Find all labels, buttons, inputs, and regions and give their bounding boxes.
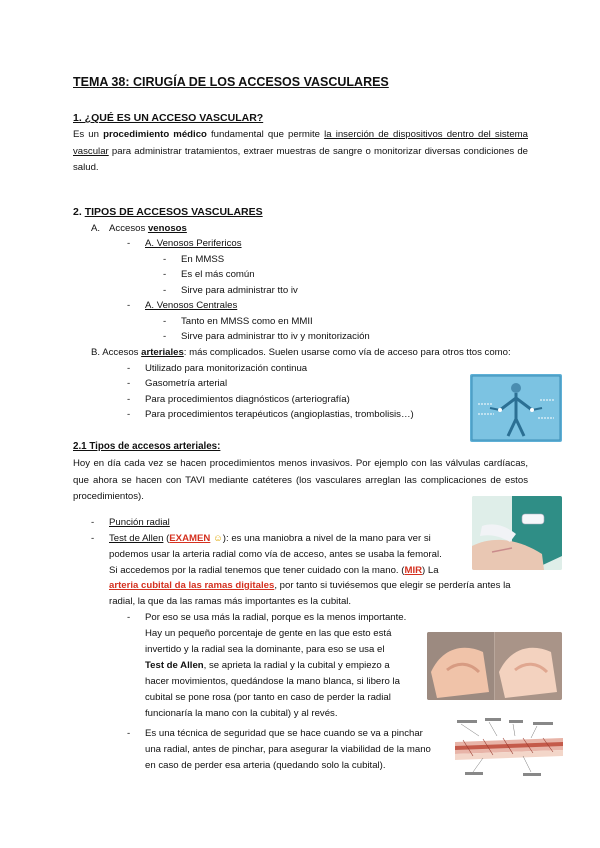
dash-bullet: - — [163, 285, 167, 296]
radial-puncture-item: Punción radial — [109, 517, 170, 528]
list-item: Sirve para administrar tto iv — [181, 285, 298, 296]
arterial-term: arteriales — [141, 347, 184, 358]
vascular-anatomy-image — [470, 374, 562, 442]
allen-test-term: Test de Allen — [145, 660, 204, 671]
dash-bullet: - — [127, 378, 131, 389]
text-run: Accesos — [109, 223, 148, 234]
sub-item-2-line: una radial, antes de pinchar, para asegurar la viabilidad de la mano — [145, 744, 431, 755]
cubital-artery-phrase: arteria cubital da las ramas digitales — [109, 580, 275, 591]
sub-item-1-line: invertido y la radial sea la dominante, para eso se usa el — [145, 644, 385, 655]
list-label-a: A. — [91, 223, 101, 234]
dash-bullet: - — [91, 533, 95, 544]
dash-bullet: - — [91, 517, 95, 528]
section-1-heading: 1. ¿QUÉ ES UN ACCESO VASCULAR? — [73, 112, 264, 124]
venous-term: venosos — [147, 223, 187, 234]
list-item: Tanto en MMSS como en MMII — [181, 316, 313, 327]
dash-bullet: - — [163, 269, 167, 280]
underlined-phrase: la inserción de dispositivos dentro del sistema vascular — [73, 129, 528, 157]
dash-bullet: - — [127, 363, 131, 374]
dash-bullet: - — [127, 394, 131, 405]
section-2-1-heading: 2.1 Tipos de accesos arteriales: — [73, 441, 221, 452]
allen-test-hands-photo — [427, 632, 562, 700]
text-run: Es un — [73, 129, 104, 140]
exam-tag: EXAMEN — [169, 533, 211, 544]
text-run: , por tanto si tuviésemos que elegir se perdería antes la — [274, 580, 511, 591]
text-run: ): es una maniobra a nivel de la mano para ver si — [222, 533, 431, 544]
peripheral-venous-title: A. Venosos Perifericos — [145, 238, 242, 249]
dash-bullet: - — [163, 254, 167, 265]
allen-test-line-1 — [109, 533, 431, 545]
mir-tag: MIR — [404, 565, 423, 576]
section-2-heading — [73, 206, 263, 218]
allen-test-line-2: podemos usar la arteria radial como vía de acceso, antes se usaba la femoral. — [109, 549, 442, 560]
section-2-1-paragraph: Hoy en día cada vez se hacen procedimientos menos invasivos. Por ejemplo con las válvulas cardíacas, que ahora se hacen con TAVI mediante catéteres (los vasculares arreglan las complicaciones de estos procedimientos). — [73, 458, 528, 502]
text-run: ( — [163, 533, 170, 544]
list-item: Para procedimientos diagnósticos (arteriografía) — [145, 394, 350, 405]
text-run: ) La — [422, 565, 439, 576]
allen-test-line-5: radial, la que da las ramas más importantes es la cubital. — [109, 596, 352, 607]
radial-catheter-drawing — [472, 496, 562, 570]
dash-bullet: - — [127, 612, 131, 623]
sub-item-2-line: Es una técnica de seguridad que se hace cuando se va a pinchar — [145, 728, 423, 739]
document-title: TEMA 38: CIRUGÍA DE LOS ACCESOS VASCULARES — [73, 75, 389, 89]
venous-access-item — [109, 223, 187, 235]
list-item: Para procedimientos terapéuticos (angioplastias, trombolisis…) — [145, 409, 414, 420]
bold-term: procedimiento médico — [103, 129, 207, 140]
hands-drawing — [427, 632, 562, 700]
dash-bullet: - — [127, 409, 131, 420]
sub-item-1-line — [145, 660, 390, 672]
sub-item-1-line: Por eso se usa más la radial, porque es la menos importante. — [145, 612, 407, 623]
sub-item-1-line: cubital se pone rosa (por tanto en caso de perder la radial — [145, 692, 391, 703]
heading-number: 2. — [73, 206, 85, 218]
artery-anatomy-diagram — [453, 716, 565, 780]
sub-item-2-line: en caso de perder esa arteria (quedando solo la cubital). — [145, 760, 386, 771]
dash-bullet: - — [163, 331, 167, 342]
list-item: Sirve para administrar tto iv y monitorización — [181, 331, 370, 342]
text-run: fundamental que permite — [206, 129, 325, 140]
sub-item-1-line: hacer movimientos, quedándose la mano blanca, si libero la — [145, 676, 400, 687]
dash-bullet: - — [163, 316, 167, 327]
smiley-icon: ☺ — [213, 533, 223, 544]
text-run: : más complicados. Suelen usarse como vía de acceso para otros ttos como: — [183, 347, 511, 358]
dash-bullet: - — [127, 300, 131, 311]
text-run: , se aprieta la radial y la cubital y empiezo a — [203, 660, 390, 671]
central-venous-title: A. Venosos Centrales — [145, 300, 238, 311]
allen-test-line-4 — [109, 580, 511, 592]
sub-item-1-line: Hay un pequeño porcentaje de gente en las que esto está — [145, 628, 392, 639]
artery-layers-drawing — [453, 716, 565, 780]
dash-bullet: - — [127, 728, 131, 739]
radial-catheter-photo — [472, 496, 562, 570]
text-run: Si accedemos por la radial tenemos que tener cuidado con la mano. ( — [109, 565, 405, 576]
list-item: Gasometría arterial — [145, 378, 228, 389]
section-1-paragraph — [73, 127, 528, 177]
sub-item-1-line: funcionaría la mano con la cubital) y al revés. — [145, 708, 338, 719]
list-item: Es el más común — [181, 269, 255, 280]
list-item: En MMSS — [181, 254, 225, 265]
vascular-anatomy-drawing — [470, 374, 562, 442]
dash-bullet: - — [127, 238, 131, 249]
text-run: para administrar tratamientos, extraer muestras de sangre o monitorizar diversas condiciones de salud. — [73, 145, 528, 173]
allen-test-line-3 — [109, 565, 439, 577]
arterial-access-item — [91, 347, 511, 359]
allen-test-term: Test de Allen — [109, 533, 164, 544]
list-item: Utilizado para monitorización continua — [145, 363, 308, 374]
heading-text: TIPOS DE ACCESOS VASCULARES — [84, 206, 263, 218]
text-run: B. Accesos — [91, 347, 142, 358]
